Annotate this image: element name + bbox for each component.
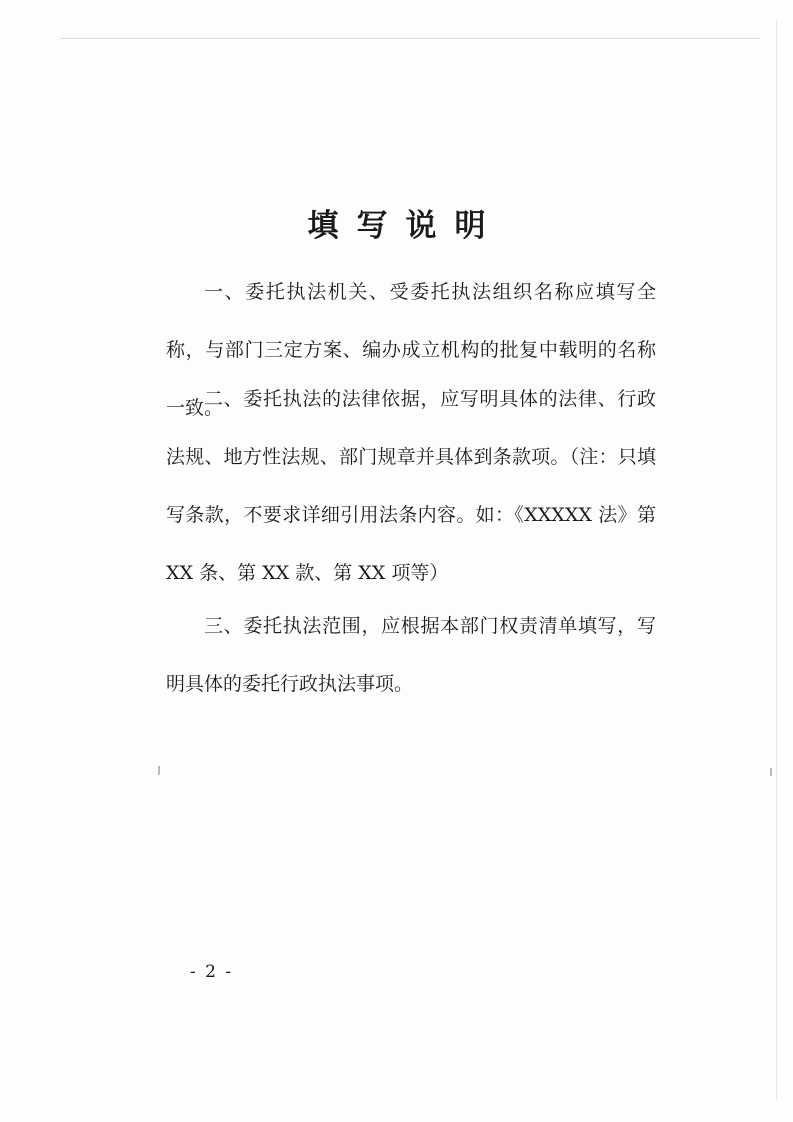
page-number: - 2 - [190, 962, 234, 982]
scan-edge-line [60, 38, 760, 39]
document-title: 填写说明 [307, 208, 504, 244]
instruction-paragraph-3: 三、委托执法范围，应根据本部门权责清单填写，写明具体的委托行政执法事项。 [166, 615, 656, 695]
instruction-paragraph-2: 二、委托执法的法律依据，应写明具体的法律、行政法规、地方性法规、部门规章并具体到条款项。（注：只填写条款，不要求详细引用法条内容。如：《XXXXX 法》第 XX 条、第 XX 款、第 XX 项等） [166, 388, 656, 584]
scan-speck [770, 768, 772, 776]
instruction-paragraph-1: 一、委托执法机关、受委托执法组织名称应填写全称，与部门三定方案、编办成立机构的批复中载明的名称一致。 [166, 281, 656, 419]
scan-speck [158, 766, 160, 775]
scan-edge-line [776, 20, 777, 1100]
